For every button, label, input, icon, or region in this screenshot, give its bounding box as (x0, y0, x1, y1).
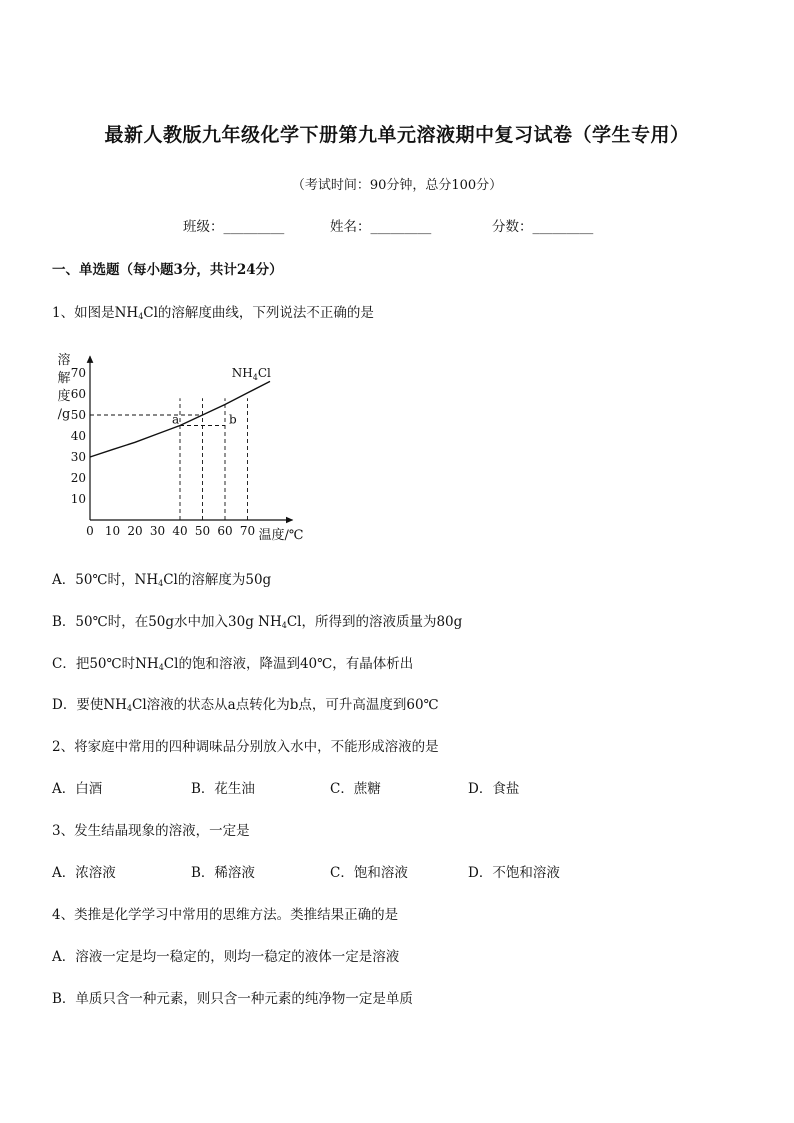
q1-option-c[interactable]: C．把50℃时$NH_4Cl$的饱和溶液，降温到40℃，有晶体析出 (52, 656, 414, 672)
question-3-stem: 3、发生结晶现象的溶液，一定是 (52, 823, 250, 839)
q3-option-a[interactable]: A．浓溶液 (52, 865, 116, 881)
x-tick-60: 60 (217, 524, 233, 538)
question-1-stem: 1、如图是$NH_4Cl$的溶解度曲线，下列说法不正确的是 (52, 305, 374, 321)
q3-option-d[interactable]: D．不饱和溶液 (468, 865, 560, 881)
y-tick-60: 60 (70, 387, 86, 401)
q1-option-a[interactable]: A．50℃时，$NH_4Cl$的溶解度为50g (52, 572, 272, 588)
page-title: 最新人教版九年级化学下册第九单元溶液期中复习试卷（学生专用） (104, 124, 690, 146)
exam-info: （考试时间：90分钟，总分100分） (291, 178, 503, 193)
x-tick-40: 40 (172, 524, 188, 538)
y-label-char: 溶 (57, 353, 71, 368)
x-axis-label: 温度/℃ (258, 528, 304, 543)
guide-lines (90, 398, 248, 520)
y-label-char: 度 (57, 389, 71, 404)
question-4-stem: 4、类推是化学学习中常用的思维方法。类推结果正确的是 (52, 907, 399, 923)
x-tick-0: 0 (86, 524, 94, 538)
q4-option-a[interactable]: A．溶液一定是均一稳定的，则均一稳定的液体一定是溶液 (52, 949, 400, 965)
point-label-b: b (229, 412, 237, 427)
y-label-char: /g (57, 407, 71, 422)
y-label-char: 解 (57, 371, 71, 386)
y-tick-40: 40 (70, 429, 86, 443)
section-heading: 一、单选题（每小题3分，共计24分） (52, 262, 283, 278)
y-tick-20: 20 (70, 471, 86, 485)
q2-option-d[interactable]: D．食盐 (468, 781, 520, 797)
q3-option-b[interactable]: B．稀溶液 (191, 865, 255, 881)
class-field[interactable]: 班级：_________ (183, 219, 285, 235)
y-tick-50: 50 (70, 408, 86, 422)
y-tick-30: 30 (70, 450, 86, 464)
solubility-chart (40, 336, 330, 548)
q2-option-c[interactable]: C．蔗糖 (330, 781, 381, 797)
score-field[interactable]: 分数：_________ (492, 219, 594, 235)
x-tick-70: 70 (239, 524, 256, 538)
x-tick-50: 50 (194, 524, 211, 538)
x-tick-labels (86, 524, 255, 538)
question-2-stem: 2、将家庭中常用的四种调味品分别放入水中，不能形成溶液的是 (52, 739, 439, 755)
y-tick-70: 70 (70, 366, 86, 380)
series-label: $NH_4Cl$ (231, 366, 271, 383)
x-tick-10: 10 (104, 524, 121, 538)
q3-option-c[interactable]: C．饱和溶液 (330, 865, 408, 881)
q1-option-b[interactable]: B．50℃时，在50g水中加入30g $NH_4Cl$，所得到的溶液质量为80g (52, 614, 463, 630)
x-tick-20: 20 (127, 524, 143, 538)
q1-option-d[interactable]: D．要使$NH_4Cl$溶液的状态从a点转化为b点，可升高温度到60℃ (52, 697, 439, 713)
x-tick-30: 30 (149, 524, 166, 538)
q2-option-a[interactable]: A．白酒 (52, 781, 103, 797)
point-label-a: a (172, 412, 180, 427)
name-field[interactable]: 姓名：_________ (330, 219, 432, 235)
y-tick-labels (71, 366, 86, 506)
y-axis-label (57, 352, 70, 422)
y-tick-10: 10 (70, 492, 86, 506)
q4-option-b[interactable]: B．单质只含一种元素，则只含一种元素的纯净物一定是单质 (52, 991, 413, 1007)
q2-option-b[interactable]: B．花生油 (191, 781, 255, 797)
